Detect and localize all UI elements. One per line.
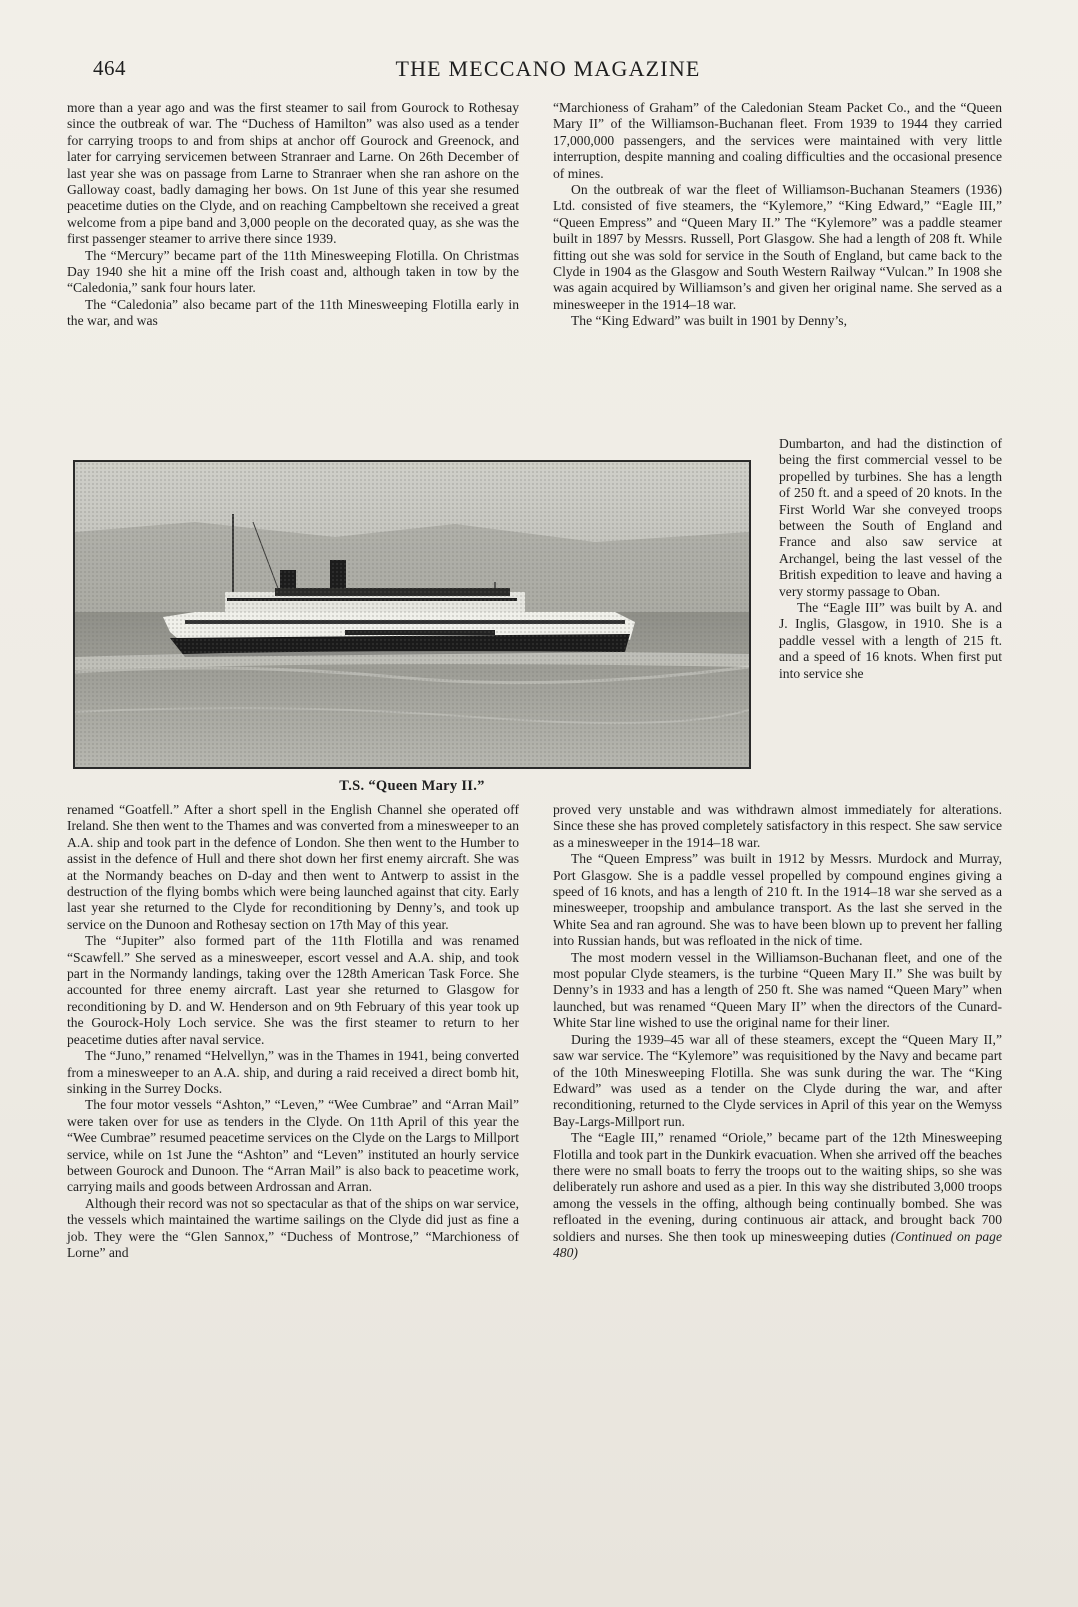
paragraph: “Marchioness of Graham” of the Caledonian Steam Packet Co., and the “Queen Mary II” of the Williamson-Buchanan fleet. From 1939 to 1944 they carried 17,000,000 passengers, and the services were maintained with very little interruption, despite manning and coaling difficulties and the occasional presence of mines. [553,100,1002,181]
paragraph: The most modern vessel in the Williamson-Buchanan fleet, and one of the most popular Clyde steamers, is the turbine “Queen Mary II.” She was built by Denny’s in 1933 and has a length of 250 ft. She was named “Queen Mary” when launched, but was renamed “Queen Mary II” when the directors of the Cunard-White Star line wished to use the original name for their liner. [553,949,1002,1031]
paragraph: more than a year ago and was the first steamer to sail from Gourock to Rothesay since the outbreak of war. The “Duchess of Hamilton” was also used as a tender for carrying troops to and from ships at anchor off Gourock and Greenock, and later for carrying servicemen between Stranraer and Larne. On 26th December of last year she was on passage from Larne to Stranraer when she ran ashore on the Galloway coast, badly damaging her bows. On 1st June of this year she resumed peacetime duties on the Clyde, and on reaching Campbeltown she received a great welcome from a pipe band and 3,000 people on the decorated quay, as she was the first passenger steamer to arrive there since 1939. [67,100,519,247]
photo-caption: T.S. “Queen Mary II.” [339,778,485,794]
paragraph: The “Mercury” became part of the 11th Minesweeping Flotilla. On Christmas Day 1940 she hit a mine off the Irish coast and, although taken in tow by the “Caledonia,” sank four hours later. [67,247,519,296]
paragraph: Dumbarton, and had the distinction of being the first commercial vessel to be propelled by turbines. She has a length of 250 ft. and a speed of 20 knots. In the First World War she conveyed troops between the South of England and France and also saw service at Archangel, being the last vessel of the British expedition to leave and having a very stormy passage to Oban. [779,436,1002,599]
paragraph-text: The “Eagle III,” renamed “Oriole,” became part of the 12th Minesweeping Flotilla and took part in the Dunkirk evacuation. When she arrived off the beaches there were no small boats to ferry the troops out to the waiting ships, so she was deliberately run ashore and used as a pier. In this way she distributed 3,000 troops among the vessels in the offing, although being continually bombed. She was refloated in the evening, during continuous air attack, and brought back 700 soldiers and nurses. She then took up minesweeping duties [553,1130,1002,1244]
right-column-top [553,100,1002,330]
queen-mary-ii-photo [75,462,749,767]
paragraph: During the 1939–45 war all of these steamers, except the “Queen Mary II,” saw war service. The “Kylemore” was requisitioned by the Navy and became part of the 10th Minesweeping Flotilla. She was sunk during the war. The “King Edward” was used as a tender on the Clyde during the war, and after reconditioning, returned to the Clyde services in April of this year on the Wemyss Bay-Largs-Millport run. [553,1031,1002,1129]
paragraph: proved very unstable and was withdrawn almost immediately for alterations. Since these she has proved completely satisfactory in this respect. She saw service as a minesweeper in the 1914–18 war. [553,802,1002,850]
page-header [93,56,1003,88]
paragraph: Although their record was not so spectacular as that of the ships on war service, the vessels which maintained the wartime sailings on the Clyde did just as fine a job. They were the “Glen Sannox,” “Duchess of Montrose,” “Marchioness of Lorne” and [67,1195,519,1260]
continued-note: (Continued on page 480) [553,1228,1003,1260]
paragraph: The “Juno,” renamed “Helvellyn,” was in the Thames in 1941, being converted from a minesweeper to an A.A. ship, and during a raid received a direct bomb hit, sinking in the Surrey Docks. [67,1048,519,1096]
paragraph: The “Caledonia” also became part of the 11th Minesweeping Flotilla early in the war, and was [67,296,519,329]
paragraph: The four motor vessels “Ashton,” “Leven,” “Wee Cumbrae” and “Arran Mail” were taken over for use as tenders in the Clyde. On 11th April of this year the “Wee Cumbrae” resumed peacetime services on the Clyde on the Largs to Millport service, while on 1st June the “Ashton” and “Leven” instituted an hourly service between Gourock and Dunoon. The “Arran Mail” is also back to peacetime work, carrying mails and goods between Ardrossan and Arran. [67,1097,519,1195]
paragraph: On the outbreak of war the fleet of Williamson-Buchanan Steamers (1936) Ltd. consisted of five steamers, the “Kylemore,” “King Edward,” “Eagle III,” “Queen Empress” and “Queen Mary II.” The “Kylemore” was a paddle steamer built in 1897 by Messrs. Russell, Port Glasgow. She had a length of 208 ft. While fitting out she was sold for service in the South of England, but came back to the Clyde in 1904 as the Glasgow and South Western Railway “Vulcan.” In 1908 she was again acquired by Williamson’s and given her original name. She served as a minesweeper in the 1914–18 war. [553,182,1002,312]
right-column-bottom [553,802,1002,1261]
paragraph: The “Eagle III” was built by A. and J. Inglis, Glasgow, in 1910. She is a paddle vessel with a length of 215 ft. and a speed of 16 knots. When first put into service she [779,600,1002,681]
paragraph: The “King Edward” was built in 1901 by Denny’s, [571,313,847,329]
ship-photograph [73,460,751,769]
page-number: 464 [93,56,126,80]
magazine-title: THE MECCANO MAGAZINE [395,56,701,81]
paragraph: The “Queen Empress” was built in 1912 by Messrs. Murdock and Murray, Port Glasgow. She is a paddle vessel propelled by compound engines giving a speed of 16 knots, and has a length of 210 ft. In the 1914–18 war she served as a minesweeper, troopship and ambulance transport. As the last she served in the White Sea and ran aground. She was to have been blown up to prevent her falling into Russian hands, but was refloated in the nick of time. [553,851,1002,949]
paragraph [553,1130,1002,1261]
paragraph: The “Jupiter” also formed part of the 11th Flotilla and was renamed “Scawfell.” She served as a minesweeper, escort vessel and A.A. ship, and took part in the Normandy landings, taking over the 128th American Task Force. She accounted for three enemy aircraft. Last year she returned to Glasgow for reconditioning by D. and W. Henderson and on 9th February of this year took up the Gourock-Holy Loch service. She was the first steamer to return to her peacetime duties after naval service. [67,933,519,1047]
right-column-wrap [779,436,1002,682]
paragraph: renamed “Goatfell.” After a short spell in the English Channel she operated off Ireland. She then went to the Thames and was converted from a minesweeper to an A.A. ship and took part in the defence of London. She then went to the Humber to assist in the defence of Hull and there shot down her first enemy aircraft. She was at the Normandy beaches on D-day and then went to Antwerp to assist in the destruction of the flying bombs which were being launched against that city. Early last year she returned to the Clyde for reconditioning by Denny’s, and took up service on the Dunoon and Rothesay section on 17th May of this year. [67,802,519,932]
left-column-top [67,100,519,330]
left-column-bottom [67,802,519,1261]
